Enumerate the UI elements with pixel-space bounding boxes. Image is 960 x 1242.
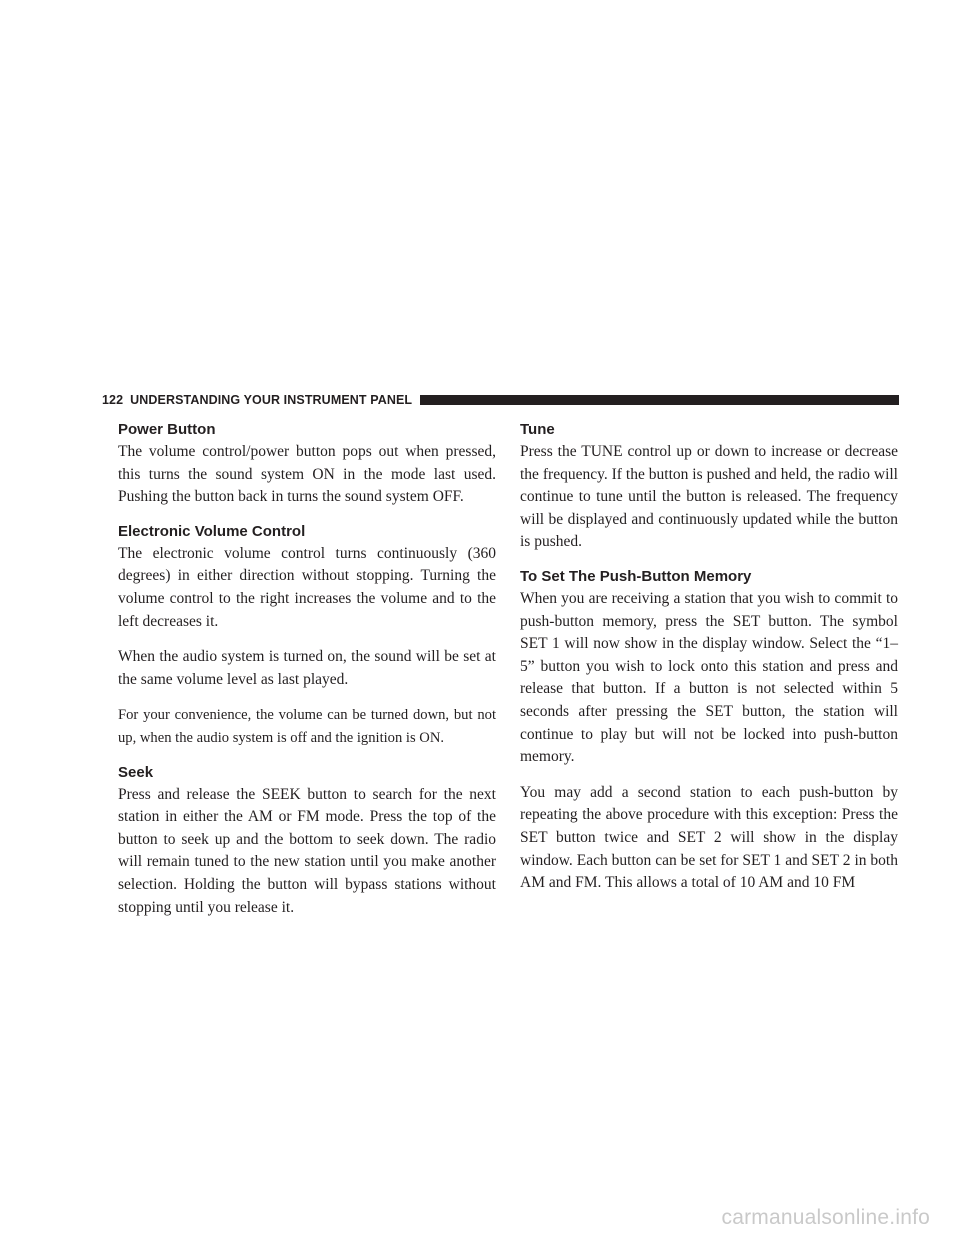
seek-heading: Seek: [118, 763, 154, 781]
tune-section: [520, 420, 898, 554]
push-button-memory-paragraph-1: When you are receiving a station that you wish to commit to push-button memory, press the SET button. The symbol SET 1 will now show in the display window. Select the “1–5” button you wish to lock onto this station and press and release that button. If a button is not selected within 5 seconds after pressing the SET button, the station will continue to play but will not be locked into push-button memory.: [520, 589, 898, 766]
push-button-memory-paragraph-2: You may add a second station to each push-button by repeating the above procedure with this exception: Press the SET button twice and SET 2 will show in the display window. Each button can be set for SET 1 and SET 2 in both AM and FM. This allows a total of 10 AM and 10 FM: [520, 783, 898, 892]
page-number: 122: [102, 393, 124, 407]
left-column: [118, 420, 496, 932]
volume-control-paragraph-1: The electronic volume control turns continuously (360 degrees) in either direction without stopping. Turning the volume control to the right increases the volume and to the left decreases it.: [118, 544, 496, 630]
tune-paragraph: Press the TUNE control up or down to increase or decrease the frequency. If the button is pushed and held, the radio will continue to tune until the button is released. The frequency will be displayed and continuously updated while the button is pushed.: [520, 443, 898, 551]
power-button-section: [118, 420, 496, 509]
volume-control-paragraph-3: For your convenience, the volume can be turned down, but not up, when the audio system is off and the ignition is ON.: [118, 707, 496, 746]
right-column: [520, 420, 898, 908]
volume-control-section: [118, 522, 496, 750]
page-header: [102, 389, 899, 411]
push-button-memory-section: [520, 567, 898, 895]
tune-heading: Tune: [520, 421, 555, 438]
section-title: UNDERSTANDING YOUR INSTRUMENT PANEL: [130, 393, 413, 407]
header-rule: [420, 395, 899, 405]
volume-control-paragraph-2: When the audio system is turned on, the sound will be set at the same volume level as last played.: [118, 648, 496, 688]
volume-control-heading: Electronic Volume Control: [118, 522, 306, 540]
seek-paragraph: Press and release the SEEK button to search for the next station in either the AM or FM mode. Press the top of the button to seek up and the bottom to seek down. The radio will remain tuned to the new station until you make another selection. Holding the button will bypass stations without stopping until you release it.: [118, 785, 496, 916]
push-button-memory-heading: To Set The Push-Button Memory: [520, 567, 752, 585]
power-button-paragraph: The volume control/power button pops out when pressed, this turns the sound system ON in the mode last used. Pushing the button back in turns the sound system OFF.: [118, 443, 496, 506]
seek-section: [118, 763, 496, 920]
power-button-heading: Power Button: [118, 421, 216, 438]
watermark: carmanualsonline.info: [721, 1206, 930, 1229]
